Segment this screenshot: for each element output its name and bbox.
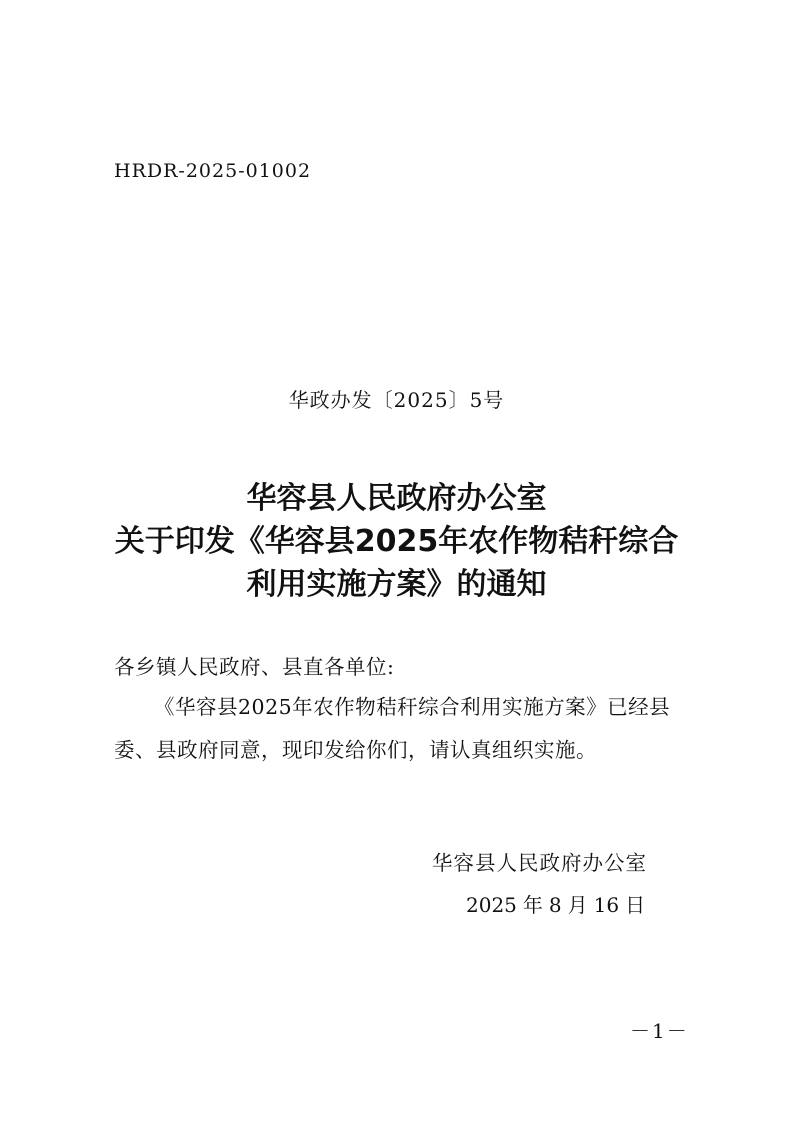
signature: 华容县人民政府办公室	[432, 851, 647, 875]
date-month-unit: 月	[567, 893, 588, 917]
salutation: 各乡镇人民政府、县直各单位:	[114, 655, 395, 679]
document-code: HRDR-2025-01002	[114, 160, 312, 182]
body-line-2: 委、县政府同意，现印发给你们，请认真组织实施。	[114, 738, 597, 762]
document-title	[0, 477, 793, 606]
date-day: 16	[593, 893, 620, 917]
title-line-3: 利用实施方案》的通知	[246, 567, 547, 602]
date-year: 2025	[466, 893, 517, 917]
date-year-unit: 年	[522, 893, 543, 917]
page-number: －1－	[630, 1019, 689, 1043]
date-month: 8	[548, 893, 562, 917]
body-line-1: 《华容县2025年农作物秸秆综合利用实施方案》已经县	[154, 695, 671, 719]
date-day-unit: 日	[625, 893, 646, 917]
document-number: 华政办发〔2025〕5号	[288, 388, 505, 412]
title-line-2: 关于印发《华容县2025年农作物秸秆综合	[114, 524, 679, 559]
issue-date	[466, 889, 651, 918]
title-line-1: 华容县人民政府办公室	[246, 481, 547, 516]
